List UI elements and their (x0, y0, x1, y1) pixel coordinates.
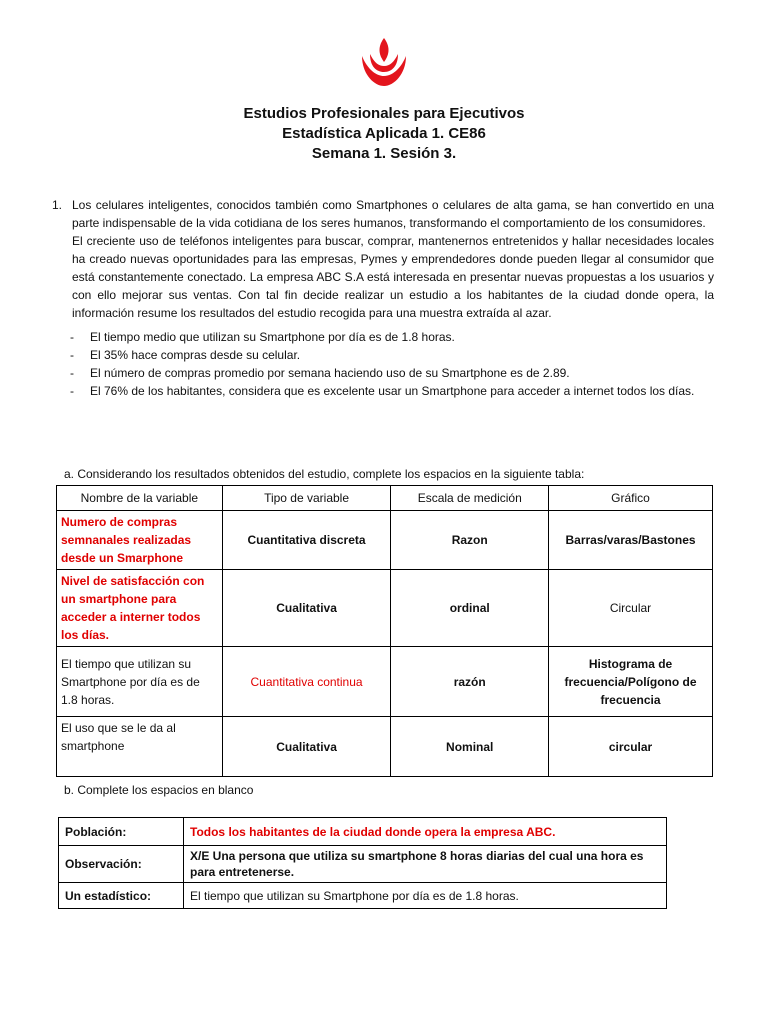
list-item: - El número de compras promedio por semana haciendo uso de su Smartphone es de 2.89. (70, 366, 570, 380)
variables-table (56, 485, 713, 777)
title-program: Estudios Profesionales para Ejecutivos (243, 105, 525, 122)
title-course: Estadística Aplicada 1. CE86 (282, 125, 486, 142)
table-row (57, 647, 713, 717)
results-list (70, 328, 712, 400)
table-cell: Nominal (391, 717, 549, 777)
column-header: Escala de medición (391, 486, 549, 511)
title-session: Semana 1. Sesión 3. (311, 145, 457, 162)
university-logo-icon (356, 36, 412, 88)
table-cell: Razon (391, 511, 549, 570)
question-paragraph-2: El creciente uso de teléfonos inteligentes para buscar, comprar, mantenernos entretenidos y hallar necesidades locales ha creado nuevas oportunidades para las empresas, Pymes y emprendedores donde pueden llegar al consumidor que está constantemente conectado. La empresa ABC S.A está interesada en presentar nuevas propuestas a los usuarios y con ello mejorar sus ventas. Con tal fin decide realizar un estudio a los habitantes de la ciudad donde opera, la información resume los resultados del estudio recogida para una muestra extraída al azar. (72, 234, 714, 320)
table-cell: El tiempo que utilizan su Smartphone por día es de 1.8 horas. (57, 647, 223, 717)
list-item: - El 76% de los habitantes, considera que es excelente usar un Smartphone para acceder a internet todos los días. (70, 384, 695, 398)
table-row (57, 717, 713, 777)
part-b-label: b. Complete los espacios en blanco (64, 783, 254, 797)
column-header: Nombre de la variable (57, 486, 223, 511)
table-cell: razón (391, 647, 549, 717)
table-cell: circular (549, 717, 713, 777)
document-titles (0, 104, 768, 164)
table-row (59, 818, 667, 846)
table-cell: Histograma de frecuencia/Polígono de frecuencia (549, 647, 713, 717)
table-cell: Cuantitativa discreta (222, 511, 391, 570)
table-cell: Numero de compras semnanales realizadas desde un Smarphone (57, 511, 223, 570)
table-cell: Barras/varas/Bastones (549, 511, 713, 570)
table-header-row (57, 486, 713, 511)
table-row (57, 570, 713, 647)
table-cell: Cuantitativa continua (222, 647, 391, 717)
column-header: Gráfico (549, 486, 713, 511)
table-row (59, 883, 667, 909)
table-cell: Población: (59, 818, 184, 846)
table-cell: El uso que se le da al smartphone (57, 717, 223, 777)
table-cell: ordinal (391, 570, 549, 647)
table-cell: X/E Una persona que utiliza su smartphone 8 horas diarias del cual una hora es para entretenerse. (184, 846, 667, 883)
table-cell: Nivel de satisfacción con un smartphone para acceder a interner todos los días. (57, 570, 223, 647)
question-1 (52, 196, 714, 400)
list-item: - El 35% hace compras desde su celular. (70, 348, 301, 362)
table-cell: Circular (549, 570, 713, 647)
table-row (59, 846, 667, 883)
table-cell: Cualitativa (222, 570, 391, 647)
question-paragraph-1: Los celulares inteligentes, conocidos también como Smartphones o celulares de alta gama, se han convertido en una parte indispensable de la vida cotidiana de los seres humanos, transformando el comportamiento de los consumidores. (72, 198, 714, 230)
list-item: - El tiempo medio que utilizan su Smartphone por día es de 1.8 horas. (70, 330, 455, 344)
table-cell: Cualitativa (222, 717, 391, 777)
table-row (57, 511, 713, 570)
blanks-table (58, 817, 667, 909)
table-cell: El tiempo que utilizan su Smartphone por día es de 1.8 horas. (184, 883, 667, 909)
column-header: Tipo de variable (222, 486, 391, 511)
question-number: 1. (52, 198, 63, 212)
part-a-label: a. Considerando los resultados obtenidos del estudio, complete los espacios en la siguiente tabla: (64, 467, 585, 481)
table-cell: Observación: (59, 846, 184, 883)
table-cell: Todos los habitantes de la ciudad donde opera la empresa ABC. (184, 818, 667, 846)
table-cell: Un estadístico: (59, 883, 184, 909)
